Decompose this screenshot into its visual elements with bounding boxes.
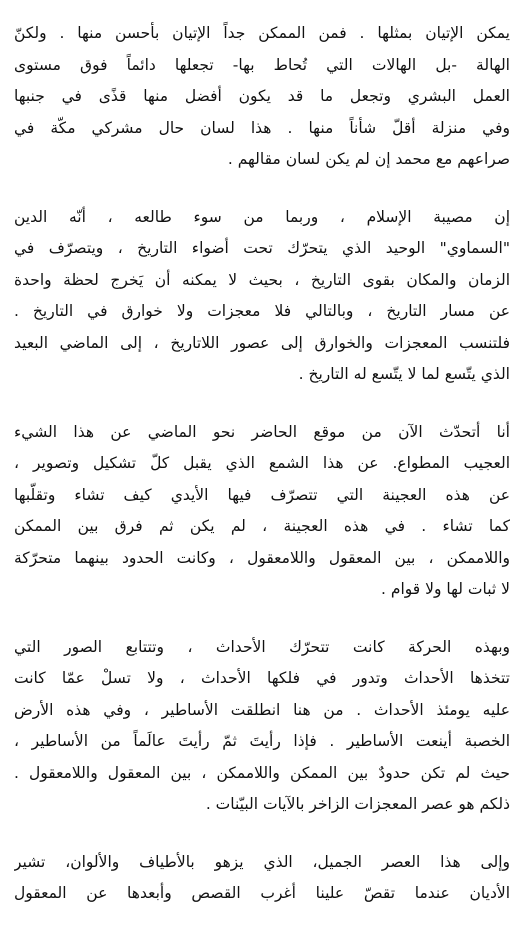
text-line: فلتنسب المعجزات والخوارق إلى عصور اللاتاريخ ، إلى الماضي البعيد bbox=[14, 333, 510, 352]
text-line: حيث لم تكن حدودٌ بين الممكن واللاممكن ، بين المعقول واللامعقول . bbox=[14, 763, 510, 782]
text-line: الذي يتّسع لما لا يتّسع له التاريخ . bbox=[298, 365, 510, 383]
paragraph-1 bbox=[14, 18, 510, 176]
text-line: أنا أتحدّث الآن من موقع الحاضر نحو الماضي عن هذا الشيء bbox=[14, 422, 510, 441]
text-line: عن هذه العجينة التي تتصرّف فيها الأيدي كيف تشاء وتقلّبها bbox=[14, 485, 510, 504]
text-line: كما تشاء . في هذه العجينة ، لم يكن ثم فرق بين الممكن bbox=[14, 517, 510, 535]
text-line: عن مسار التاريخ ، وبالتالي فلا معجزات ولا خوارق في التاريخ . bbox=[14, 302, 510, 320]
text-line: تتخذها الأحداث وتدور في فلكها الأحداث ، ولا تسلْ عمّا كانت bbox=[14, 669, 510, 687]
text-line: وإلى هذا العصر الجميل، الذي يزهو بالأطياف والألوان، تشير bbox=[14, 852, 510, 871]
text-line: يمكن الإتيان بمثلها . فمن الممكن جداً الإتيان بأحسن منها . ولكنّ bbox=[14, 24, 510, 42]
text-line: لا ثبات لها ولا قوام . bbox=[381, 580, 510, 598]
paragraph-2 bbox=[14, 202, 510, 391]
text-line: عليه يومئذ الأحداث . من هنا انطلقت الأساطير ، وفي هذه الأرض bbox=[14, 700, 510, 719]
text-line: وفي منزلة أقلّ شأناً منها . هذا لسان حال مشركي مكّة في bbox=[14, 118, 510, 137]
text-line: الأديان عندما تقصّ علينا أغرب القصص وأبعدها عن المعقول bbox=[14, 884, 510, 902]
text-line: صراعهم مع محمد إن لم يكن لسان مقالهم . bbox=[227, 150, 510, 168]
text-line: ذلكم هو عصر المعجزات الزاخر بالآيات البيّنات . bbox=[205, 795, 510, 813]
text-line: وبهذه الحركة كانت تتحرّك الأحداث ، وتتتابع الصور التي bbox=[14, 637, 510, 656]
text-line: واللاممكن ، بين المعقول واللامعقول ، وكانت الحدود بينهما متحرّكة bbox=[14, 548, 510, 567]
text-line: "السماوي" الوحيد الذي يتحرّك تحت أضواء التاريخ ، ويتصرّف في bbox=[14, 239, 510, 257]
text-line: الهالة -بل الهالات التي تُحاط بها- تجعلها دائماً فوق مستوى bbox=[14, 55, 510, 74]
text-line: الزمان والمكان بقوى التاريخ ، بحيث لا يمكنه أن يَخرج لحظة واحدة bbox=[14, 270, 510, 289]
paragraph-5 bbox=[14, 847, 510, 910]
paragraph-4 bbox=[14, 632, 510, 821]
text-line: العجيب المطواع. عن هذا الشمع الذي يقبل كلّ تشكيل وتصوير ، bbox=[14, 454, 510, 472]
text-line: العمل البشري وتجعل ما قد يكون أفضل منها قذًى في جنبها bbox=[14, 87, 510, 105]
text-line: إن مصيبة الإسلام ، وربما من سوء طالعه ، أنّه الدين bbox=[14, 207, 510, 226]
text-line: الخصبة أينعت الأساطير . فإذا رأيتَ ثمّ رأيتَ عالَماً من الأساطير ، bbox=[14, 732, 510, 750]
document-page bbox=[14, 12, 510, 936]
paragraph-3 bbox=[14, 417, 510, 606]
